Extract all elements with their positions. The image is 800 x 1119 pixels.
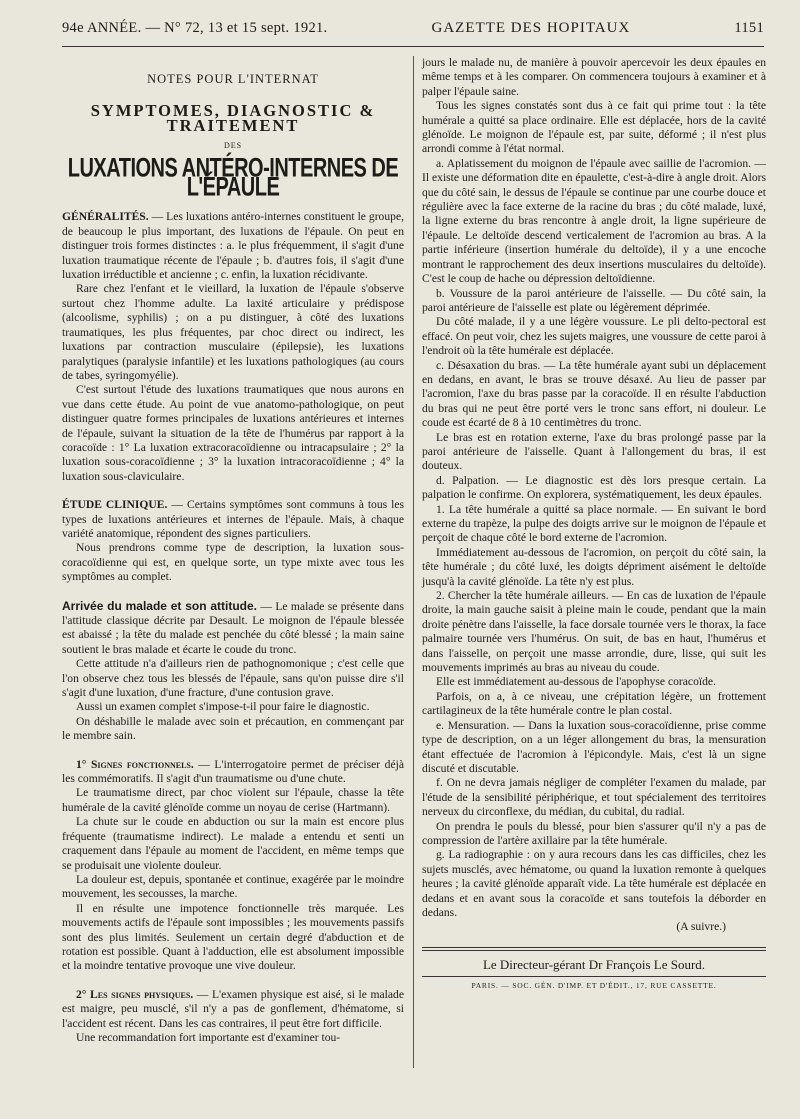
paragraph-lead: ÉTUDE CLINIQUE.	[62, 498, 168, 512]
paragraph	[422, 675, 766, 689]
footer-rule-2	[422, 950, 766, 951]
paragraph-text: On déshabille le malade avec soin et précaution, en commençant par le membre sain.	[62, 714, 404, 743]
paragraph	[422, 157, 766, 287]
article-kicker: NOTES POUR L'INTERNAT	[147, 72, 319, 86]
footer-rule	[422, 947, 766, 948]
paragraph-text: Une recommandation fort importante est d'examiner tou-	[76, 1030, 341, 1044]
director-line: Le Directeur-gérant Dr François Le Sourd.	[482, 956, 706, 972]
paragraph-text: C'est surtout l'étude des luxations traumatiques que nous aurons en vue dans cette étude. Au point de vue anatomo-pathologique, on peut distinguer quatre formes principales de luxations antérieures et internes de l'épaule, suivant la situation de la tête de l'humérus par rapport à la coracoïde : 1° La luxation extracoracoïdienne ou intracapsulaire ; 2° la luxation sous-coracoïdienne ; 3° la luxation intracoracoïdienne ; 4° la luxation sous-claviculaire.	[62, 383, 404, 483]
paragraph	[422, 848, 766, 920]
paragraph	[62, 541, 404, 584]
paragraph-text: Il en résulte une impotence fonctionnelle très marquée. Les mouvements actifs de l'épaule sont impossibles ; les mouvements passifs sont des plus limités. Seulement un certain degré d'abduction et de rotation est possible. Quant à l'adduction, elle est absolument impossible et la moindre tentative provoque une vive douleur.	[62, 901, 404, 973]
paragraph	[422, 589, 766, 675]
paragraph	[62, 1031, 404, 1045]
paragraph	[422, 920, 766, 934]
paragraph-text: Parfois, on a, à ce niveau, une crépitation légère, un frottement cartilagineux de la tête humérale contre le plan costal.	[422, 689, 766, 718]
paragraph-text: — L'interrogatoire permet de préciser déjà les commémoratifs. Il s'agit d'un traumatisme ou d'une chute.	[62, 757, 404, 786]
paragraph-text: a. Aplatissement du moignon de l'épaule avec saillie de l'acromion. — Il existe une déformation dite en épaulette, c'est-à-dire à angle droit. Alors que du côté sain, le dessus de l'épaule se continue par une courbe douce et régulière avec la face externe de la racine du bras ; du côté malade, luxé, la ligne externe du bras rencontre à angle droit, la ligne supérieure de l'épaule. Le deltoïde descend verticalement de l'acromion au bras. A la partie inférieure (insertion humérale du deltoïde), il y a une encoche montrant le rapprochement des deux insertions musculaires du deltoïde). C'est le coup de hache ou dépression deltoïdienne.	[422, 156, 766, 286]
paragraph-lead: 1° Signes fonctionnels.	[76, 757, 194, 771]
paragraph	[62, 815, 404, 873]
paragraph	[62, 599, 404, 658]
paragraph	[422, 776, 766, 819]
issue-info: 94e ANNÉE. — N° 72, 13 et 15 sept. 1921.	[62, 20, 328, 36]
paragraph	[62, 873, 404, 902]
page-header	[62, 20, 764, 48]
paragraph	[422, 99, 766, 157]
paragraph-text: Cette attitude n'a d'ailleurs rien de pathognomonique ; c'est celle que l'on observe chez tous les blessés de l'épaule, sans qu'on puisse dire s'il s'agit d'une luxation, d'une fracture, d'une contusion grave.	[62, 657, 404, 700]
paragraph-text: Le traumatisme direct, par choc violent sur l'épaule, chasse la tête humérale de la cavité glénoïde comme un noyau de cerise (Hartmann).	[62, 786, 404, 814]
paragraph-text: (A suivre.)	[676, 920, 726, 934]
paragraph-text: On prendra le pouls du blessé, pour bien s'assurer qu'il n'y a pas de compression de l'artère axillaire par la tête humérale.	[422, 819, 766, 847]
paragraph-text: — Les luxations antéro-internes constituent le groupe, de beaucoup le plus important, des luxations de l'épaule. On peut en distinguer trois formes distinctes : a. le plus fréquemment, il s'agit d'une luxation traumatique récente de l'épaule ; b. d'autres fois, il s'agit d'une luxation irréductible et ancienne ; c. enfin, la luxation récidivante.	[62, 210, 404, 282]
paragraph-text: Elle est immédiatement au-dessous de l'apophyse coracoïde.	[436, 675, 716, 689]
paragraph-text: Immédiatement au-dessous de l'acromion, on perçoit du côté sain, la tête humérale ; du côté luxé, les doigts dépriment aisément le deltoïde jusqu'à la cavité glénoïde. La tête n'y est plus.	[422, 545, 766, 588]
paragraph-text: Le bras est en rotation externe, l'axe du bras prolongé passe par la paroi antérieure de l'aisselle. Quant à l'allongement du bras, il est douteux.	[422, 430, 766, 473]
paragraph	[422, 820, 766, 849]
paragraph-lead: Arrivée du malade et son attitude.	[62, 598, 258, 613]
paragraph	[62, 210, 404, 282]
right-column	[422, 56, 766, 1091]
header-rule	[62, 46, 764, 47]
paragraph	[422, 315, 766, 358]
paragraph	[62, 498, 404, 541]
paragraph	[62, 902, 404, 974]
paragraph-text: c. Désaxation du bras. — La tête humérale ayant subi un déplacement en dedans, en avant, le bras se trouve désaxé. Au lieu de passer par l'acromion, l'axe du bras passe par la coracoïde. Il en résulte l'abduction du bras qui ne peut être porté vers le tronc sans effort, ni douleur. Le coude est écarté de 8 à 10 centimètres du tronc.	[422, 358, 766, 430]
paragraph-text: Aussi un examen complet s'impose-t-il pour faire le diagnostic.	[76, 700, 370, 714]
paragraph-text: f. On ne devra jamais négliger de compléter l'examen du malade, par l'étude de la sensibilité périphérique, et tout spécialement des territoires nerveux du circonflexe, du médian, du cubital, du radial.	[422, 776, 766, 819]
paragraph-text: jours le malade nu, de manière à pouvoir apercevoir les deux épaules en même temps et à les comparer. On commencera toujours à examiner et à palper l'épaule saine.	[422, 56, 766, 98]
paragraph-text: Rare chez l'enfant et le vieillard, la luxation de l'épaule s'observe surtout chez l'homme adulte. La laxité articulaire y prédispose (alcoolisme, syphilis) ; on a pu distinguer, à côté des luxations traumatiques, les plus fréquentes, par choc direct ou indirect, les luxations par contraction musculaire (épilepsie), les luxations paralytiques (paralysie infantile) et les luxations pathologiques (au cours de tabes, syringomyélie).	[62, 282, 404, 382]
article-subtitle: LUXATIONS ANTÉRO-INTERNES DE L'ÉPAULE	[67, 153, 399, 203]
page-number: 1151	[734, 20, 764, 36]
paragraph-text: g. La radiographie : on y aura recours dans les cas difficiles, chez les sujets musclés, avec hématome, ou quand la luxation remonte à quelques heures ; la cavité glénoïde apparaît vide. La tête humérale est déplacée en dedans et en avant sous la coracoïde et sans toutefois la déborder en dedans.	[422, 848, 766, 919]
printer-line: PARIS. — SOC. GÉN. D'IMP. ET D'ÉDIT., 17, RUE CASSETTE.	[422, 976, 766, 993]
article-des: DES	[223, 141, 243, 151]
paragraph-text: e. Mensuration. — Dans la luxation sous-coracoïdienne, prise comme type de description, on a un léger allongement du bras, la mensuration étant effectuée de l'acromion à l'épicondyle. Mais, c'est là un signe discuté et discutable.	[422, 718, 766, 775]
paragraph	[62, 282, 404, 383]
paragraph-text: 2. Chercher la tête humérale ailleurs. — En cas de luxation de l'épaule droite, la main gauche saisit à pleine main le coude, pendant que la main droite pénètre dans l'aisselle, la face dorsale tournée vers le thorax, la face palmaire tournée vers l'humérus. On suit, de bas en haut, l'humérus et dans l'aisselle, on perçoit une masse arrondie, dure, lisse, qui suit les mouvements imprimés au bras au niveau du coude.	[422, 589, 766, 675]
paragraph-text: La douleur est, depuis, spontanée et continue, exagérée par le moindre mouvement, les secousses, la marche.	[62, 872, 404, 901]
paragraph-text: — Le malade se présente dans l'attitude classique décrite par Desault. Le moignon de l'épaule blessée est abaissé ; la tête du malade est penchée du côté blessé ; la main saine soutient le bras malade et écarte le coude du tronc.	[62, 599, 404, 656]
paragraph	[62, 700, 404, 714]
paragraph-text: Tous les signes constatés sont dus à ce fait qui prime tout : la tête humérale a quitté sa place ordinaire. Elle est déplacée, hors de la cavité glénoïde. Le moignon de l'épaule est, par suite, déformé ; il n'est plus arrondi comme à l'état normal.	[422, 99, 766, 156]
paragraph	[62, 988, 404, 1031]
paragraph-text: La chute sur le coude en abduction ou sur la main est encore plus fréquente (traumatisme indirect). Le malade a entendu et senti un craquement dans l'épaule au moment de l'accident, en même temps que se produisait une violente douleur.	[62, 815, 404, 872]
paragraph	[422, 287, 766, 316]
paragraph	[422, 719, 766, 777]
paragraph	[422, 431, 766, 474]
paragraph	[422, 546, 766, 589]
paragraph	[422, 503, 766, 546]
paragraph-text: Nous prendrons comme type de description, la luxation sous-coracoïdienne qui est, en quelque sorte, un type mixte avec tous les symptômes au complet.	[62, 541, 404, 584]
paragraph-text: d. Palpation. — Le diagnostic est dès lors presque certain. La palpation le confirme. On explorera, systématiquement, les deux épaules.	[422, 473, 766, 502]
paragraph	[422, 56, 766, 99]
paragraph-text: — L'examen physique est aisé, si le malade est maigre, peu musclé, s'il n'y a pas de gonflement, d'hématome, si l'accident est récent. Dans les cas contraires, il peut être fort difficile.	[62, 987, 404, 1030]
journal-title: GAZETTE DES HOPITAUX	[431, 20, 631, 36]
left-column	[62, 56, 404, 1091]
column-divider	[413, 56, 414, 1068]
paragraph-lead: GÉNÉRALITÉS.	[62, 210, 149, 224]
paragraph	[62, 657, 404, 700]
paragraph	[62, 715, 404, 744]
paragraph-lead: 2° Les signes physiques.	[76, 987, 194, 1001]
paragraph-text: 1. La tête humérale a quitté sa place normale. — En suivant le bord externe du trapèze, la pulpe des doigts arrive sur le moignon de l'épaule et perçoit de chaque côté le bord externe de l'acromion.	[422, 502, 766, 545]
article-title: SYMPTOMES, DIAGNOSTIC & TRAITEMENT	[90, 101, 376, 135]
paragraph	[62, 383, 404, 484]
paragraph	[62, 758, 404, 787]
paragraph-text: — Certains symptômes sont communs à tous les types de luxations antérieures et internes de l'épaule. Mais, à chaque variété anatomique, répondent des signes particuliers.	[62, 498, 404, 540]
left-body	[62, 210, 404, 1045]
right-body	[422, 56, 766, 935]
paragraph	[62, 786, 404, 815]
paragraph	[422, 359, 766, 431]
paragraph	[422, 690, 766, 719]
paragraph-text: b. Voussure de la paroi antérieure de l'aisselle. — Du côté sain, la paroi antérieure de l'aisselle est plate ou légèrement déprimée.	[422, 286, 766, 314]
paragraph-text: Du côté malade, il y a une légère voussure. Le pli delto-pectoral est effacé. On peut voir, chez les sujets maigres, une voussure de cette paroi à l'endroit où la tête humérale est déplacée.	[422, 315, 766, 358]
paragraph	[422, 474, 766, 503]
